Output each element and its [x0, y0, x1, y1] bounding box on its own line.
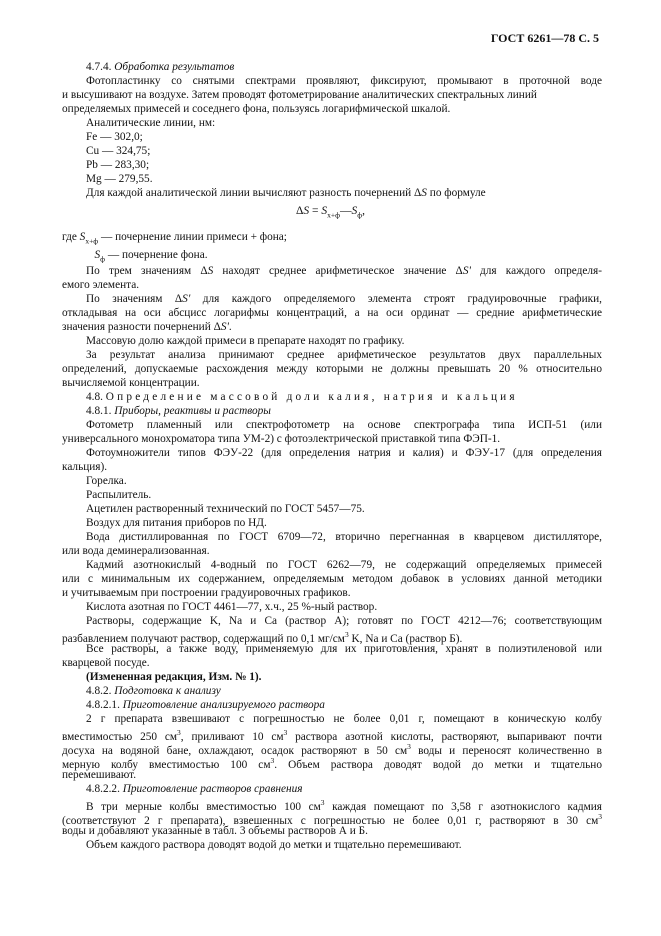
text-line: Массовую долю каждой примеси в препарате находят по графику.: [86, 335, 405, 347]
text-line: Аналитические линии, нм:: [86, 117, 216, 129]
text-line: Pb — 283,30;: [86, 159, 150, 171]
formula: $\Delta S = S_{x+ф}—S_ф$,: [296, 205, 365, 220]
text-line: $S_ф$ — почернение фона.: [94, 249, 208, 264]
text-line: Фотометр пламенный или спектрофотометр на основе спектрографа типа ИСП-51 (или: [86, 419, 602, 431]
text-line: Фотоумножители типов ФЭУ-22 (для определения натрия и калия) и ФЭУ-17 (для определения: [86, 447, 602, 459]
text-line: Для каждой аналитической линии вычисляют разность почернений ΔS по формуле: [86, 187, 486, 199]
text-line: 4.7.4. Обработка результатов: [86, 61, 235, 73]
text-line: вычисляемой концентрации.: [62, 377, 200, 389]
text-line: воды и добавляют указанные в табл. 3 объемы растворов А и Б.: [62, 825, 368, 837]
text-line: Все растворы, а также воду, применяемую для их приготовления, хранят в полиэтиленовой или: [86, 643, 602, 655]
text-line: 4.8.1. Приборы, реактивы и растворы: [86, 405, 271, 417]
page-header: ГОСТ 6261—78 С. 5: [490, 31, 599, 45]
text-line: или вода деминерализованная.: [62, 545, 210, 557]
text-line: 2 г препарата взвешивают с погрешностью не более 0,01 г, помещают в коническую колбу: [86, 713, 602, 725]
text-line: (соответствуют 2 г препарата), взвешенных с погрешностью не более 0,01 г, растворяют в 30 $см^3$: [62, 812, 602, 827]
text-line: 4.8.2. Подготовка к анализу: [86, 685, 221, 697]
text-line: и высушивают на воздухе. Затем проводят фотометрирование аналитических спектральных линий: [62, 89, 537, 101]
text-line: По значениям ΔS' для каждого определяемого элемента строят градуировочные графики,: [86, 293, 602, 305]
text-line: Вода дистиллированная по ГОСТ 6709—72, вторично перегнанная в кварцевом дистилляторе,: [86, 531, 602, 543]
text-line: Кислота азотная по ГОСТ 4461—77, х.ч., 25 %-ный раствор.: [86, 601, 378, 613]
text-line: (Измененная редакция, Изм. № 1).: [86, 671, 262, 683]
text-line: По трем значениям ΔS находят среднее арифметическое значение ΔS' для каждого определя-: [86, 265, 602, 277]
text-line: 4.8.2.2. Приготовление растворов сравнения: [86, 783, 303, 795]
text-line: кальция).: [62, 461, 108, 473]
text-line: или с минимальным их содержанием, определяемым методом добавок в условиях данной методики: [62, 573, 602, 585]
text-line: 4.8.2.1. Приготовление анализируемого раствора: [86, 699, 325, 711]
text-line: откладывая на оси абсцисс логарифмы концентраций, а на оси ординат — средние арифметические: [62, 307, 602, 319]
text-line: За результат анализа принимают среднее арифметическое результатов двух параллельных: [86, 349, 602, 361]
text-line: Mg — 279,55.: [86, 173, 153, 185]
text-line: Воздух для питания приборов по НД.: [86, 517, 267, 529]
text-line: где $S_{x+ф}$ — почернение линии примеси + фона;: [62, 231, 287, 246]
text-line: Распылитель.: [86, 489, 152, 501]
text-line: Ацетилен растворенный технический по ГОСТ 5457—75.: [86, 503, 365, 515]
text-line: Фотопластинку со снятыми спектрами проявляют, фиксируют, промывают в проточной воде: [86, 75, 602, 87]
text-line: перемешивают.: [62, 769, 137, 781]
text-line: емого элемента.: [62, 279, 140, 291]
text-line: досуха на водяной бане, охлаждают, осадок растворяют в 50 $см^3$ воды и переносят количественно в: [62, 742, 602, 757]
text-line: значения разности почернений ΔS'.: [62, 321, 232, 333]
text-line: определяемых примесей и соседнего фона, пользуясь логарифмической шкалой.: [62, 103, 451, 115]
text-line: мерную колбу вместимостью 100 $см^3$. Объем раствора доводят водой до метки и тщательно: [62, 756, 602, 771]
text-line: и учитываемым при построении градуировочных графиков.: [62, 587, 351, 599]
text-line: Растворы, содержащие K, Na и Ca (раствор А); готовят по ГОСТ 4212—76; соответствующим: [86, 615, 602, 627]
text-line: Кадмий азотнокислый 4-водный по ГОСТ 6262—79, не содержащий определяемых примесей: [86, 559, 602, 571]
text-line: Fe — 302,0;: [86, 131, 143, 143]
text-line: кварцевой посуде.: [62, 657, 150, 669]
text-line: разбавлением получают раствор, содержащий по 0,1 $мг/см^3$ K, Na и Ca (раствор Б).: [62, 630, 463, 645]
text-line: Горелка.: [86, 475, 127, 487]
text-line: Объем каждого раствора доводят водой до метки и тщательно перемешивают.: [86, 839, 462, 851]
text-line: универсального монохроматора типа УМ-2) с фотоэлектрической приставкой типа ФЭП-1.: [62, 433, 501, 445]
text-line: вместимостью 250 $см^3$, приливают 10 $см^3$ раствора азотной кислоты, растворяют, выпаривают почти: [62, 728, 602, 743]
text-line: 4.8. Определение массовой доли калия, натрия и кальция: [86, 391, 518, 403]
text-line: определений, допускаемые расхождения между которыми не должны превышать 20 % относительно: [62, 363, 602, 375]
text-line: Cu — 324,75;: [86, 145, 151, 157]
text-line: В три мерные колбы вместимостью 100 $см^3$ каждая помещают по 3,58 г азотнокислого кадмия: [86, 798, 603, 813]
